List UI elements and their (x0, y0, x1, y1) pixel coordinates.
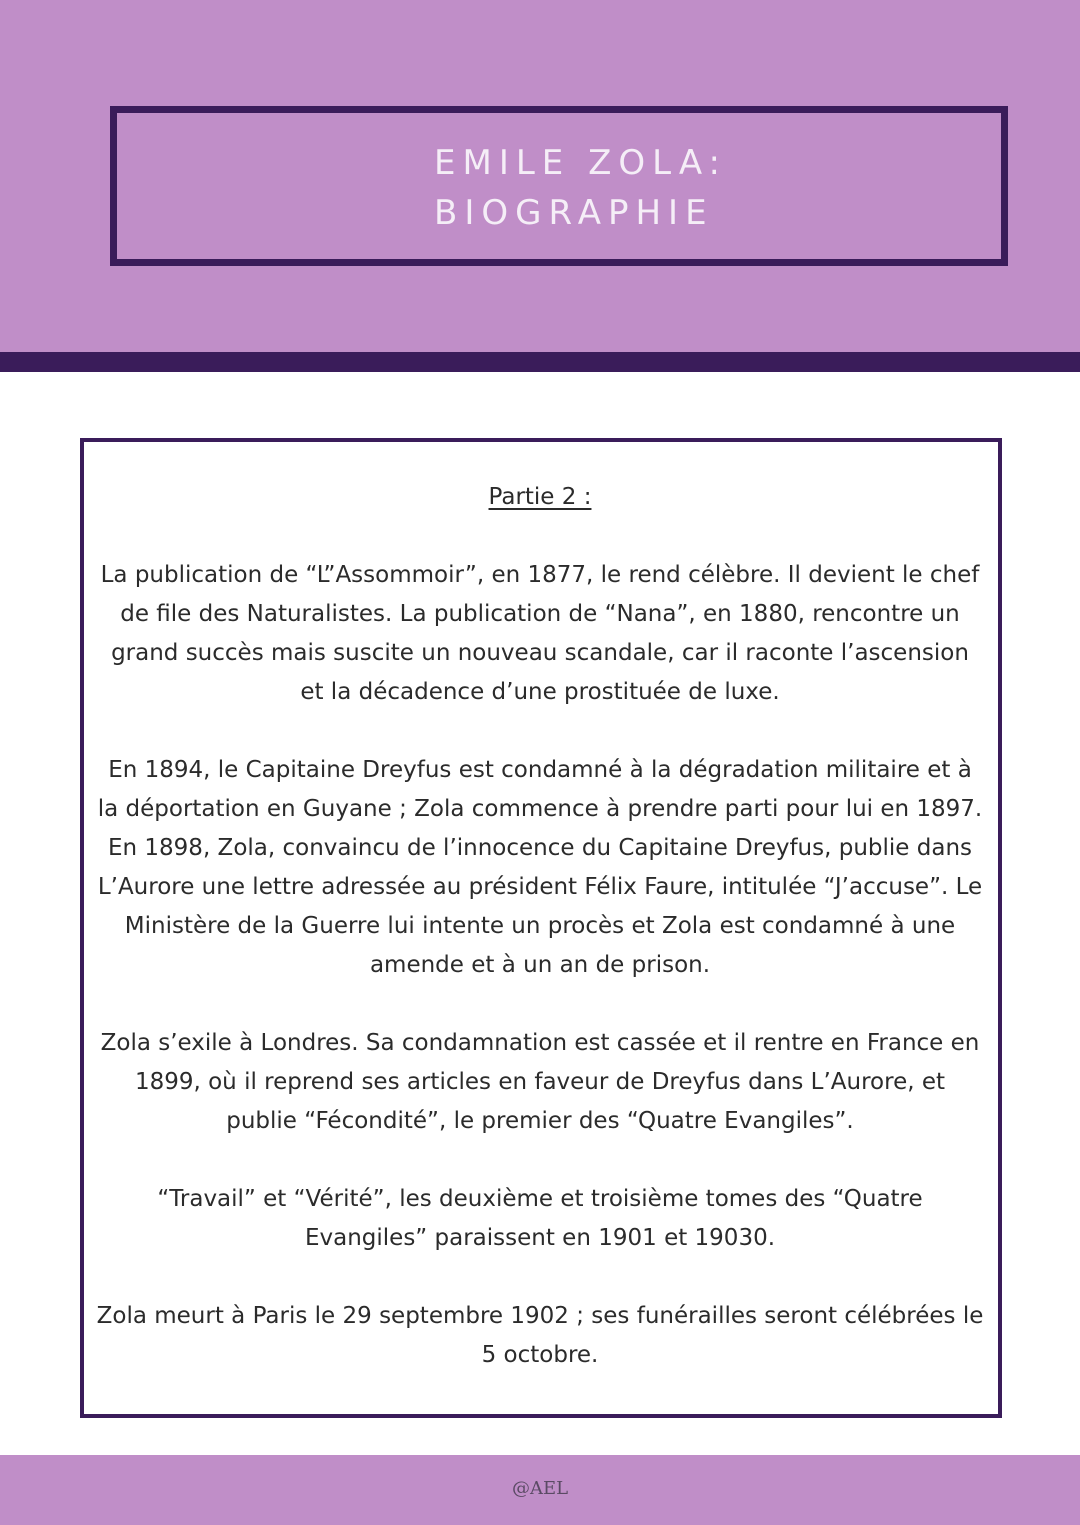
page-title-line-1: EMILE ZOLA: (434, 143, 727, 183)
page-title (434, 138, 727, 238)
paragraph-assommoir: La publication de “L”Assommoir”, en 1877, le rend célèbre. Il devient le chef de file des Naturalistes. La publication de “Nana”, en 1880, rencontre un grand succès mais suscite un nouveau scandale, car il raconte l’ascension et la décadence d’une prostituée de luxe. (100, 562, 980, 705)
paragraph-dreyfus: En 1894, le Capitaine Dreyfus est condamné à la dégradation militaire et à la déportation en Guyane ; Zola commence à prendre parti pour lui en 1897. En 1898, Zola, convaincu de l’innocence du Capitaine Dreyfus, publie dans L’Aurore une lettre adressée au président Félix Faure, intitulée “J’accuse”. Le Ministère de la Guerre lui intente un procès et Zola est condamné à une amende et à un an de prison. (97, 757, 983, 978)
page-title-line-2: BIOGRAPHIE (434, 193, 714, 233)
section-heading: Partie 2 : (488, 484, 592, 510)
paragraph-exile: Zola s’exile à Londres. Sa condamnation est cassée et il rentre en France en 1899, où il reprend ses articles en faveur de Dreyfus dans L’Aurore, et publie “Fécondité”, le premier des “Quatre Evangiles”. (100, 1030, 980, 1134)
paragraph-death: Zola meurt à Paris le 29 septembre 1902 ; ses funérailles seront célébrées le 5 octobre. (96, 1303, 984, 1368)
biography-content (96, 478, 984, 1375)
header-divider-stripe (0, 352, 1080, 372)
footer-credit: @AEL (511, 1478, 569, 1499)
paragraph-evangiles: “Travail” et “Vérité”, les deuxième et troisième tomes des “Quatre Evangiles” paraissent en 1901 et 19030. (157, 1186, 923, 1251)
